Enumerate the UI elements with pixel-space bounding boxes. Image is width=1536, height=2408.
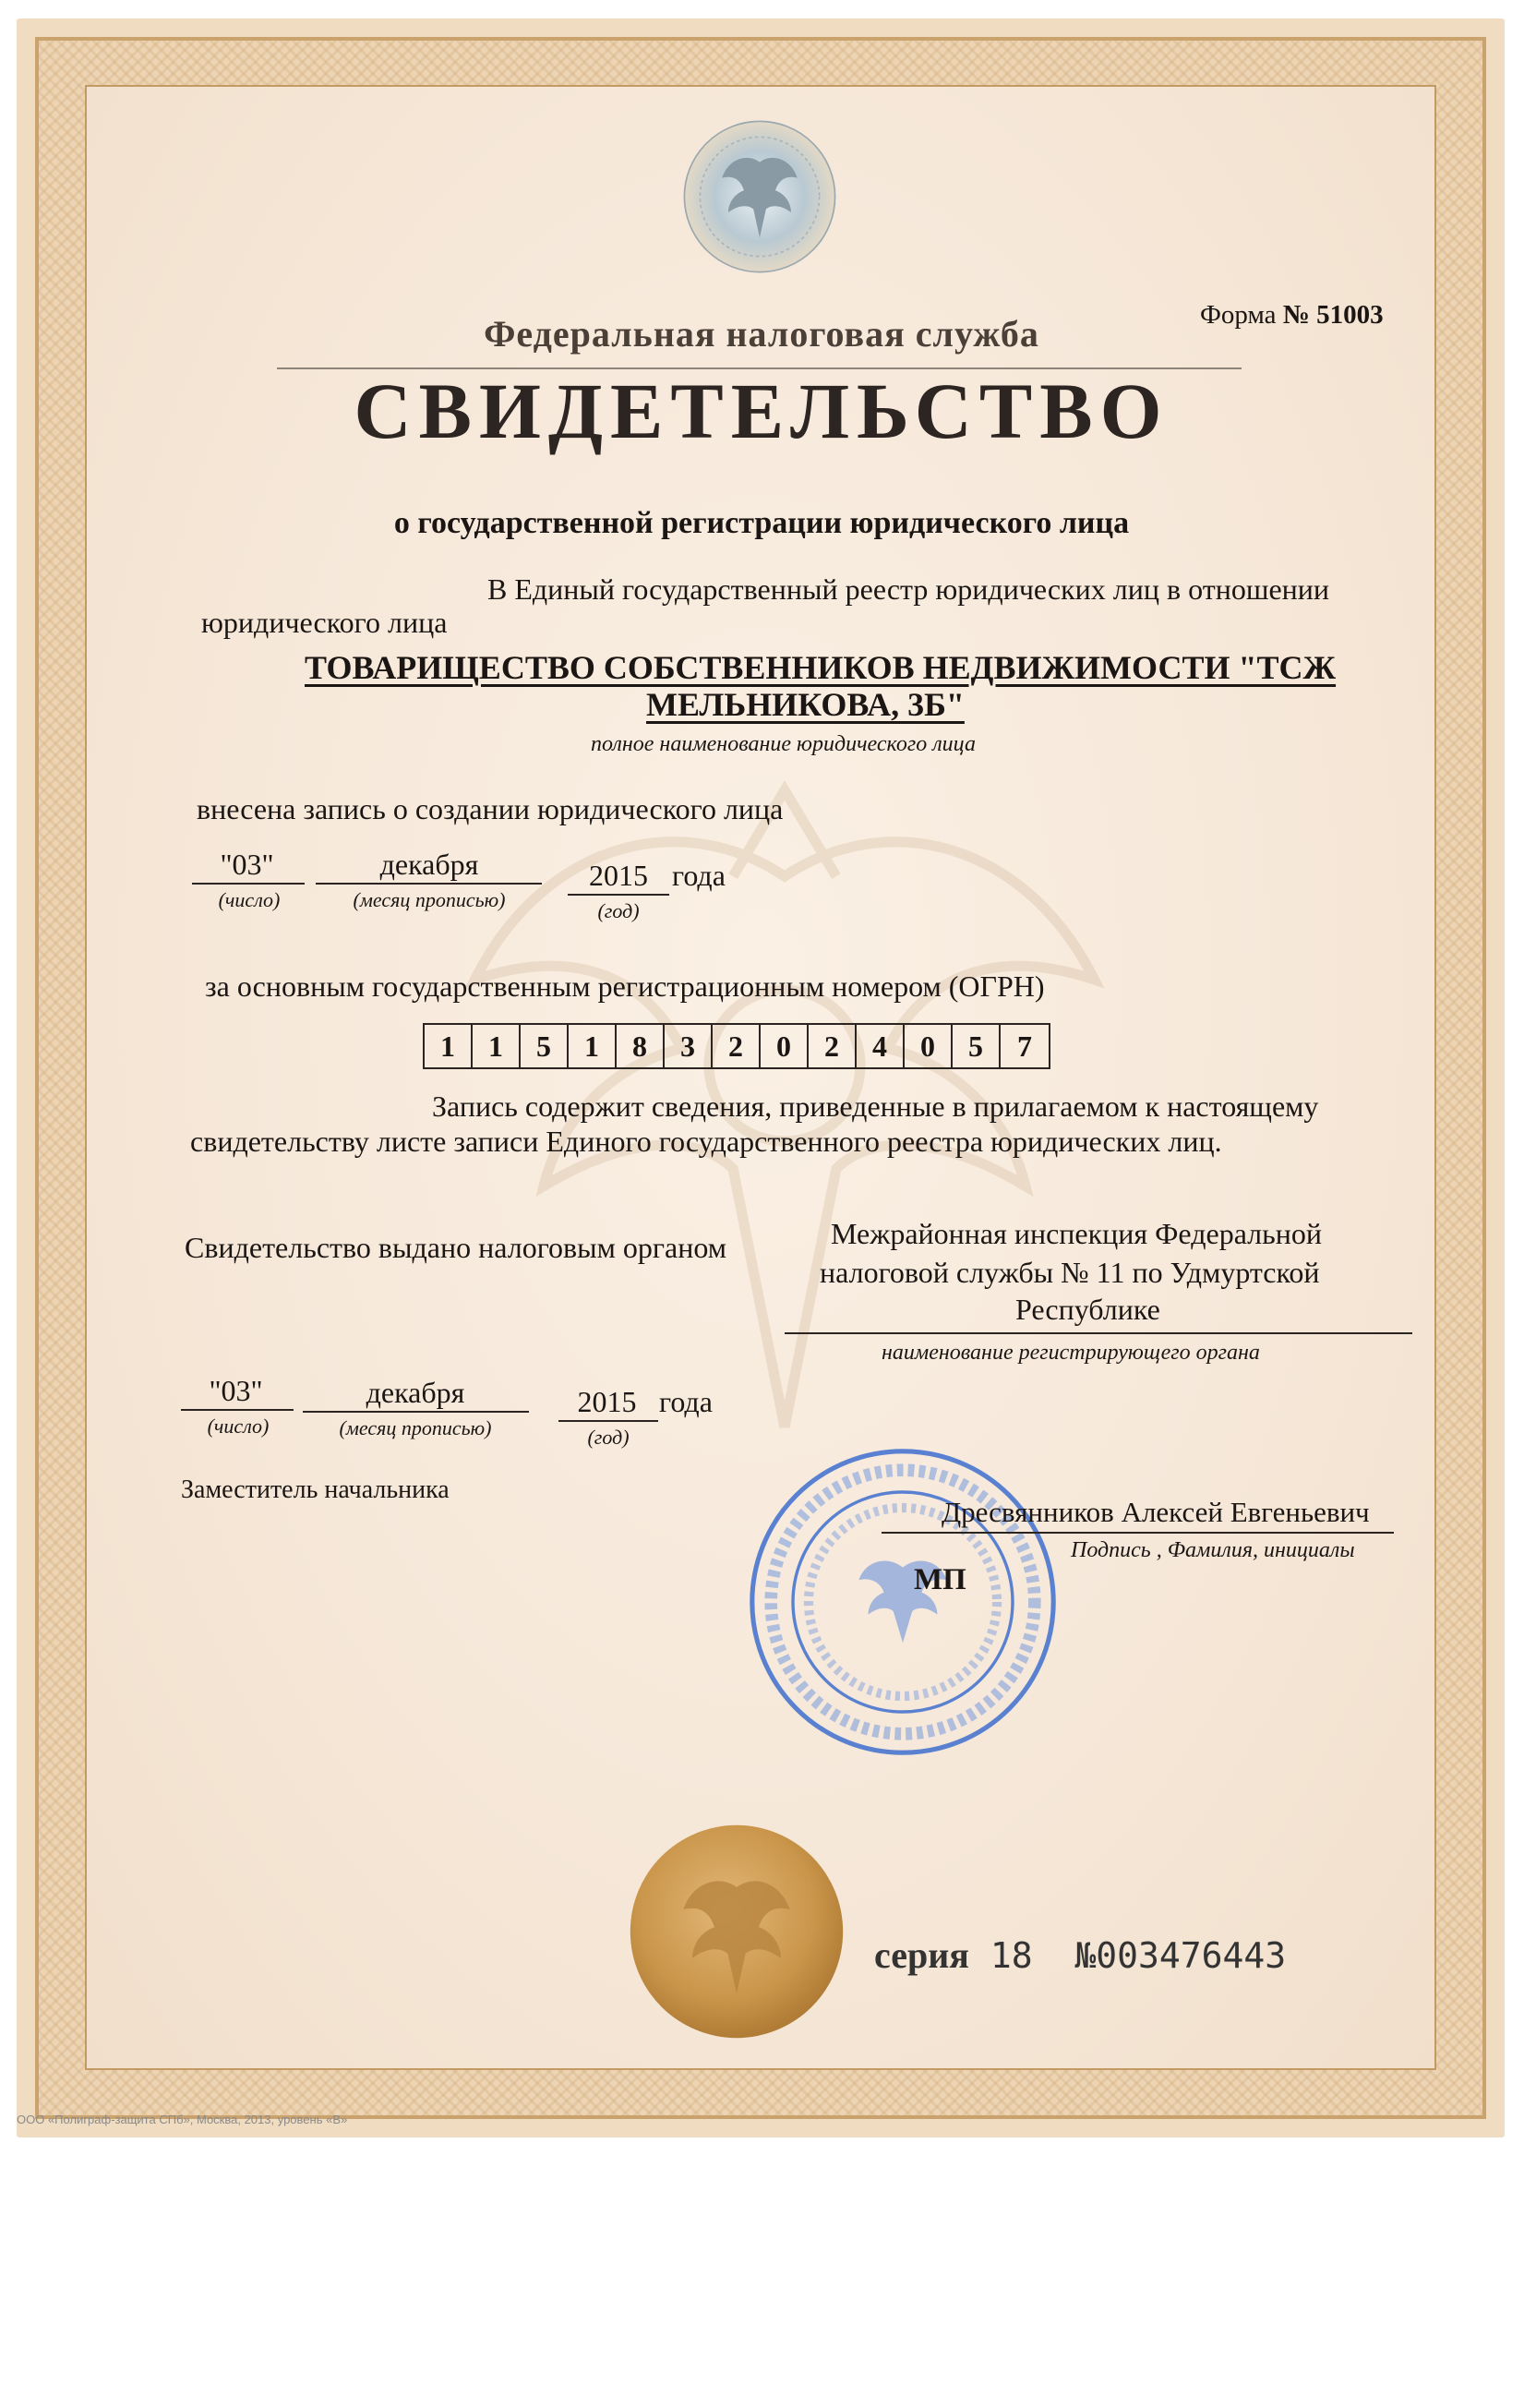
record-created-text: внесена запись о создании юридического лица (197, 792, 784, 825)
issue-day-caption: (число) (207, 1415, 270, 1438)
issue-month: декабря (366, 1376, 465, 1409)
record-year-line (568, 894, 669, 896)
record-year-caption: (год) (597, 899, 640, 922)
issued-by-label: Свидетельство выдано налоговым органом (185, 1231, 726, 1264)
series-serial: №003476443 (1074, 1935, 1287, 1976)
ogrn-digit: 1 (425, 1025, 473, 1067)
printer-note: ООО «Полиграф-защита СПб», Москва, 2013, уровень «В» (17, 2113, 348, 2126)
gold-seal-icon (626, 1821, 847, 2042)
ogrn-digit: 8 (617, 1025, 665, 1067)
ogrn-digit: 2 (713, 1025, 761, 1067)
ogrn-digit: 5 (521, 1025, 569, 1067)
ogrn-digit: 7 (1017, 1029, 1032, 1063)
issue-year: 2015 (577, 1385, 637, 1418)
entity-name-line-1: ТОВАРИЩЕСТВО СОБСТВЕННИКОВ НЕДВИЖИМОСТИ "ТСЖ (305, 649, 1337, 686)
signature-caption: Подпись , Фамилия, инициалы (1071, 1538, 1355, 1562)
issue-year-suffix: года (659, 1385, 713, 1418)
ogrn-digit: 0 (905, 1025, 953, 1067)
signer-name: Дресвянников Алексей Евгеньевич (942, 1496, 1370, 1528)
blue-stamp-icon (746, 1445, 1060, 1759)
agency-name: Федеральная налоговая служба (484, 313, 1039, 355)
entity-name-line-2: МЕЛЬНИКОВА, 3Б" (646, 686, 965, 723)
signature-line (882, 1532, 1394, 1534)
issuer-line-1: Межрайонная инспекция Федеральной (831, 1217, 1322, 1250)
form-label: Форма (1200, 300, 1277, 330)
issuer-line-3: Республике (1015, 1293, 1160, 1326)
series-number (874, 1933, 1286, 1977)
ogrn-boxes (423, 1023, 1050, 1069)
series-value: 18 (990, 1935, 1033, 1976)
document-subtitle: о государственной регистрации юридического лица (393, 506, 1130, 540)
intro-line-2: юридического лица (201, 606, 448, 639)
issue-month-caption: (месяц прописью) (339, 1416, 492, 1439)
entity-name-caption: полное наименование юридического лица (591, 732, 976, 756)
ogrn-digit: 1 (473, 1025, 521, 1067)
issue-day-line (181, 1409, 294, 1411)
record-month-line (316, 883, 542, 885)
record-month-caption: (месяц прописью) (353, 888, 506, 911)
ogrn-digit: 2 (809, 1025, 857, 1067)
issuer-caption: наименование регистрирующего органа (882, 1341, 1260, 1365)
issue-year-line (558, 1420, 658, 1422)
record-month: декабря (379, 848, 479, 881)
signer-position: Заместитель начальника (181, 1475, 450, 1504)
record-year: 2015 (589, 859, 648, 892)
record-year-suffix: года (672, 859, 726, 892)
record-day-caption: (число) (218, 888, 281, 911)
issue-month-line (303, 1411, 529, 1413)
issuer-line-2: налоговой службы № 11 по Удмуртской (820, 1256, 1320, 1289)
ogrn-digit: 1 (569, 1025, 617, 1067)
issue-day: "03" (209, 1374, 263, 1407)
record-content-line-1: Запись содержит сведения, приведенные в прилагаемом к настоящему (432, 1090, 1319, 1123)
seal-place-label: МП (914, 1563, 966, 1596)
hologram-emblem-icon (681, 118, 838, 275)
ogrn-digit: 4 (857, 1025, 905, 1067)
series-label: серия (874, 1934, 969, 1976)
ogrn-digit: 5 (953, 1025, 1001, 1067)
record-content-line-2: свидетельству листе записи Единого государственного реестра юридических лиц. (190, 1125, 1222, 1158)
ogrn-digit: 3 (665, 1025, 713, 1067)
form-number-value: № 51003 (1282, 300, 1384, 330)
issue-year-caption: (год) (587, 1426, 630, 1449)
issuer-underline (785, 1332, 1412, 1334)
intro-line-1: В Единый государственный реестр юридических лиц в отношении (487, 572, 1330, 606)
ogrn-label: за основным государственным регистрационным номером (ОГРН) (205, 969, 1045, 1003)
record-day: "03" (220, 848, 274, 881)
ogrn-digit: 0 (761, 1025, 809, 1067)
document-title: СВИДЕТЕЛЬСТВО (354, 367, 1170, 455)
record-day-line (192, 883, 305, 885)
